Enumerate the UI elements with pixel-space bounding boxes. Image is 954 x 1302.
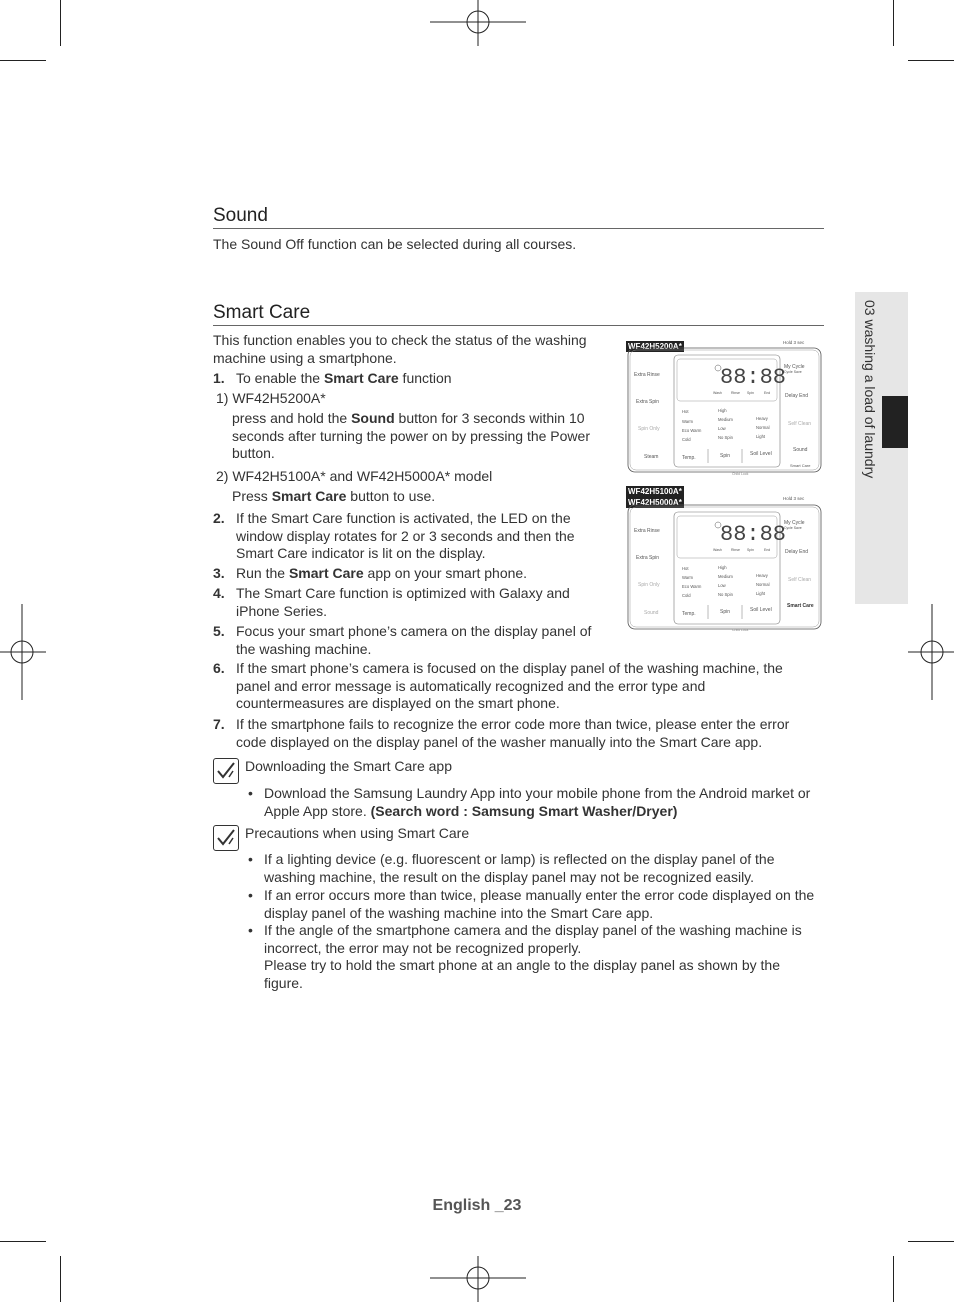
note-check-icon bbox=[214, 826, 238, 850]
svg-text:Smart Care: Smart Care bbox=[787, 603, 814, 609]
svg-text:Extra Spin: Extra Spin bbox=[636, 555, 660, 561]
step-number: 6. bbox=[213, 660, 225, 676]
svg-text:Wash: Wash bbox=[713, 548, 722, 552]
sound-heading: Sound bbox=[213, 205, 268, 226]
svg-text:Light: Light bbox=[756, 434, 766, 439]
svg-text:No Spin: No Spin bbox=[718, 592, 733, 597]
step-number: 7. bbox=[213, 716, 225, 732]
svg-text:Medium: Medium bbox=[718, 574, 733, 579]
step-3: Run the Smart Care app on your smart phone. bbox=[236, 565, 528, 581]
svg-text:Cycle Save: Cycle Save bbox=[784, 526, 802, 530]
step-2: If the Smart Care function is activated, the LED on the window display rotates for 2 or 3 seconds and then the Smart Care indicator is lit on the display. bbox=[236, 510, 575, 561]
note-2-bullet-3: If the angle of the smartphone camera and the display panel of the washing machine is incorrect, the error may not be recognized properly. bbox=[264, 922, 802, 956]
svg-text:Spin: Spin bbox=[747, 548, 755, 552]
svg-text:Spin: Spin bbox=[720, 453, 731, 459]
svg-text:Hold 3 sec: Hold 3 sec bbox=[783, 340, 805, 345]
svg-text:Child Lock: Child Lock bbox=[732, 628, 749, 632]
svg-text:Wash: Wash bbox=[713, 391, 722, 395]
svg-text:Warm: Warm bbox=[682, 419, 694, 424]
sub-step-2-text: Press Smart Care button to use. bbox=[232, 488, 436, 504]
svg-text:No Spin: No Spin bbox=[718, 435, 733, 440]
svg-text:88:88: 88:88 bbox=[720, 365, 787, 390]
svg-text:Soil Level: Soil Level bbox=[750, 451, 772, 457]
svg-text:Spin Only: Spin Only bbox=[638, 426, 660, 432]
note-2-bullet-3-continued: Please try to hold the smart phone at an angle to the display panel as shown by the figure. bbox=[264, 957, 780, 991]
note-icon bbox=[213, 758, 239, 784]
sound-description: The Sound Off function can be selected during all courses. bbox=[213, 236, 577, 252]
svg-text:End: End bbox=[764, 548, 771, 552]
svg-text:Child Lock: Child Lock bbox=[732, 472, 749, 476]
svg-text:Extra Rinse: Extra Rinse bbox=[634, 528, 660, 534]
svg-text:End: End bbox=[764, 391, 771, 395]
step-number: 1. bbox=[213, 370, 225, 386]
svg-text:High: High bbox=[718, 408, 727, 413]
step-6: If the smart phone’s camera is focused on the display panel of the washing machine, the panel and error message is automatically recognized and the error type and countermeasures are displayed on the smart phone. bbox=[236, 660, 783, 711]
step-number: 3. bbox=[213, 565, 225, 581]
svg-text:Extra Rinse: Extra Rinse bbox=[634, 372, 660, 378]
step-4: The Smart Care function is optimized with Galaxy and iPhone Series. bbox=[236, 585, 570, 619]
svg-text:Delay End: Delay End bbox=[785, 393, 809, 399]
svg-text:Temp.: Temp. bbox=[682, 611, 696, 617]
svg-text:Delay End: Delay End bbox=[785, 549, 809, 555]
svg-text:Temp.: Temp. bbox=[682, 455, 696, 461]
step-number: 2. bbox=[213, 510, 225, 526]
note-2-title: Precautions when using Smart Care bbox=[245, 825, 470, 841]
smart-care-intro: This function enables you to check the status of the washing machine using a smartphone. bbox=[213, 332, 587, 366]
svg-text:Heavy: Heavy bbox=[756, 573, 768, 578]
svg-text:Hot: Hot bbox=[682, 409, 689, 414]
svg-text:Hot: Hot bbox=[682, 566, 689, 571]
model-tag: WF42H5000A* bbox=[628, 498, 682, 507]
smart-care-heading: Smart Care bbox=[213, 302, 311, 323]
svg-text:Eco Warm: Eco Warm bbox=[682, 584, 702, 589]
svg-text:Warm: Warm bbox=[682, 575, 694, 580]
svg-text:Low: Low bbox=[718, 583, 726, 588]
note-1-title: Downloading the Smart Care app bbox=[245, 758, 453, 774]
svg-text:Normal: Normal bbox=[756, 425, 770, 430]
svg-text:Rinse: Rinse bbox=[731, 548, 740, 552]
model-tag: WF42H5200A* bbox=[628, 342, 682, 351]
svg-text:88:88: 88:88 bbox=[720, 522, 787, 547]
registration-mark-top bbox=[430, 0, 526, 46]
svg-text:Self Clean: Self Clean bbox=[788, 577, 812, 583]
svg-text:Low: Low bbox=[718, 426, 726, 431]
svg-text:Medium: Medium bbox=[718, 417, 733, 422]
svg-text:Normal: Normal bbox=[756, 582, 770, 587]
note-2-bullet-1: If a lighting device (e.g. fluorescent or lamp) is reflected on the display panel of the washing machine, the result on the display panel may not be recognized easily. bbox=[264, 851, 775, 885]
svg-text:Heavy: Heavy bbox=[756, 416, 768, 421]
svg-text:My Cycle: My Cycle bbox=[784, 520, 805, 526]
svg-text:Extra Spin: Extra Spin bbox=[636, 399, 660, 405]
svg-text:Eco Warm: Eco Warm bbox=[682, 428, 702, 433]
svg-text:Steam: Steam bbox=[644, 454, 659, 460]
step-number: 5. bbox=[213, 623, 225, 639]
sub-step-1-text: press and hold the Sound button for 3 seconds within 10 seconds after turning the power on by pressing the Power button. bbox=[232, 410, 590, 461]
chapter-tab-label: 03 washing a load of laundry bbox=[862, 300, 878, 479]
page-footer: English _23 bbox=[432, 1197, 522, 1214]
svg-text:High: High bbox=[718, 565, 727, 570]
svg-text:Spin: Spin bbox=[720, 609, 731, 615]
svg-text:Cold: Cold bbox=[682, 593, 691, 598]
registration-mark-left bbox=[0, 604, 46, 700]
bullet: • bbox=[248, 851, 253, 867]
model-tag: WF42H5100A* bbox=[628, 487, 682, 496]
bullet: • bbox=[248, 922, 253, 938]
svg-text:Smart Care: Smart Care bbox=[790, 463, 811, 468]
control-panel-drawing bbox=[620, 335, 830, 635]
note-1-bullet-1: Download the Samsung Laundry App into your mobile phone from the Android market or Apple App store. (Search word : Samsung Smart Washer/Dryer) bbox=[264, 785, 811, 819]
smart-care-rule bbox=[213, 325, 824, 326]
registration-mark-bottom bbox=[430, 1256, 526, 1302]
sound-rule bbox=[213, 228, 824, 229]
step-number: 4. bbox=[213, 585, 225, 601]
svg-text:My Cycle: My Cycle bbox=[784, 364, 805, 370]
step-1: To enable the Smart Care function bbox=[236, 370, 452, 386]
svg-text:Self Clean: Self Clean bbox=[788, 421, 812, 427]
sub-step-2-label: 2) WF42H5100A* and WF42H5000A* model bbox=[216, 468, 493, 484]
step-7: If the smartphone fails to recognize the error code more than twice, please enter the error code displayed on the display panel of the washer manually into the Smart Care app. bbox=[236, 716, 790, 750]
svg-text:Light: Light bbox=[756, 591, 766, 596]
note-icon bbox=[213, 825, 239, 851]
svg-text:Spin: Spin bbox=[747, 391, 755, 395]
note-2-bullet-2: If an error occurs more than twice, please manually enter the error code displayed on the display panel of the washing machine into the Smart Care app. bbox=[264, 887, 815, 921]
svg-text:Soil Level: Soil Level bbox=[750, 607, 772, 613]
bullet: • bbox=[248, 785, 253, 801]
svg-text:Hold 3 sec: Hold 3 sec bbox=[783, 496, 805, 501]
chapter-tab-marker bbox=[882, 396, 908, 448]
registration-mark-right bbox=[908, 604, 954, 700]
svg-text:Sound: Sound bbox=[644, 610, 659, 616]
svg-text:Spin Only: Spin Only bbox=[638, 582, 660, 588]
step-5: Focus your smart phone’s camera on the display panel of the washing machine. bbox=[236, 623, 592, 657]
svg-text:Cycle Save: Cycle Save bbox=[784, 370, 802, 374]
note-check-icon bbox=[214, 759, 238, 783]
sub-step-1-label: 1) WF42H5200A* bbox=[216, 390, 326, 406]
svg-text:Sound: Sound bbox=[793, 447, 808, 453]
bullet: • bbox=[248, 887, 253, 903]
svg-text:Cold: Cold bbox=[682, 437, 691, 442]
svg-text:Rinse: Rinse bbox=[731, 391, 740, 395]
